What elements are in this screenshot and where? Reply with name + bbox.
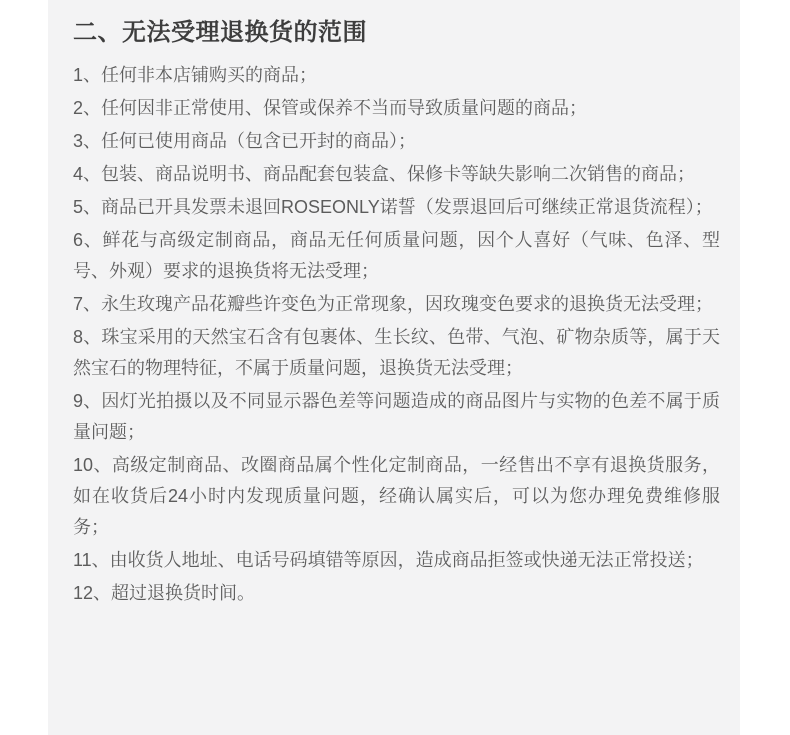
policy-item-9: 9、因灯光拍摄以及不同显示器色差等问题造成的商品图片与实物的色差不属于质量问题； <box>73 391 720 442</box>
policy-item-2: 2、任何因非正常使用、保管或保养不当而导致质量问题的商品； <box>73 98 588 118</box>
policy-item-1: 1、任何非本店铺购买的商品； <box>73 65 318 85</box>
policy-item-7: 7、永生玫瑰产品花瓣些许变色为正常现象，因玫瑰变色要求的退换货无法受理； <box>73 294 714 314</box>
section-heading: 二、无法受理退换货的范围 <box>73 19 367 46</box>
policy-item-10: 10、高级定制商品、改圈商品属个性化定制商品，一经售出不享有退换货服务，如在收货后24小时内发现质量问题，经确认属实后，可以为您办理免费维修服务； <box>73 455 720 537</box>
policy-item-4: 4、包装、商品说明书、商品配套包装盒、保修卡等缺失影响二次销售的商品； <box>73 164 696 184</box>
policy-item-8: 8、珠宝采用的天然宝石含有包裹体、生长纹、色带、气泡、矿物杂质等，属于天然宝石的物理特征，不属于质量问题，退换货无法受理； <box>73 327 720 378</box>
policy-item-12: 12、超过退换货时间。 <box>73 583 256 603</box>
policy-item-3: 3、任何已使用商品（包含已开封的商品）； <box>73 131 417 151</box>
policy-item-6: 6、鲜花与高级定制商品，商品无任何质量问题，因个人喜好（气味、色泽、型号、外观）要求的退换货将无法受理； <box>73 230 720 281</box>
policy-panel <box>48 0 740 735</box>
policy-item-5: 5、商品已开具发票未退回ROSEONLY诺誓（发票退回后可继续正常退货流程）； <box>73 197 713 217</box>
policy-item-11: 11、由收货人地址、电话号码填错等原因，造成商品拒签或快递无法正常投送； <box>73 550 704 570</box>
